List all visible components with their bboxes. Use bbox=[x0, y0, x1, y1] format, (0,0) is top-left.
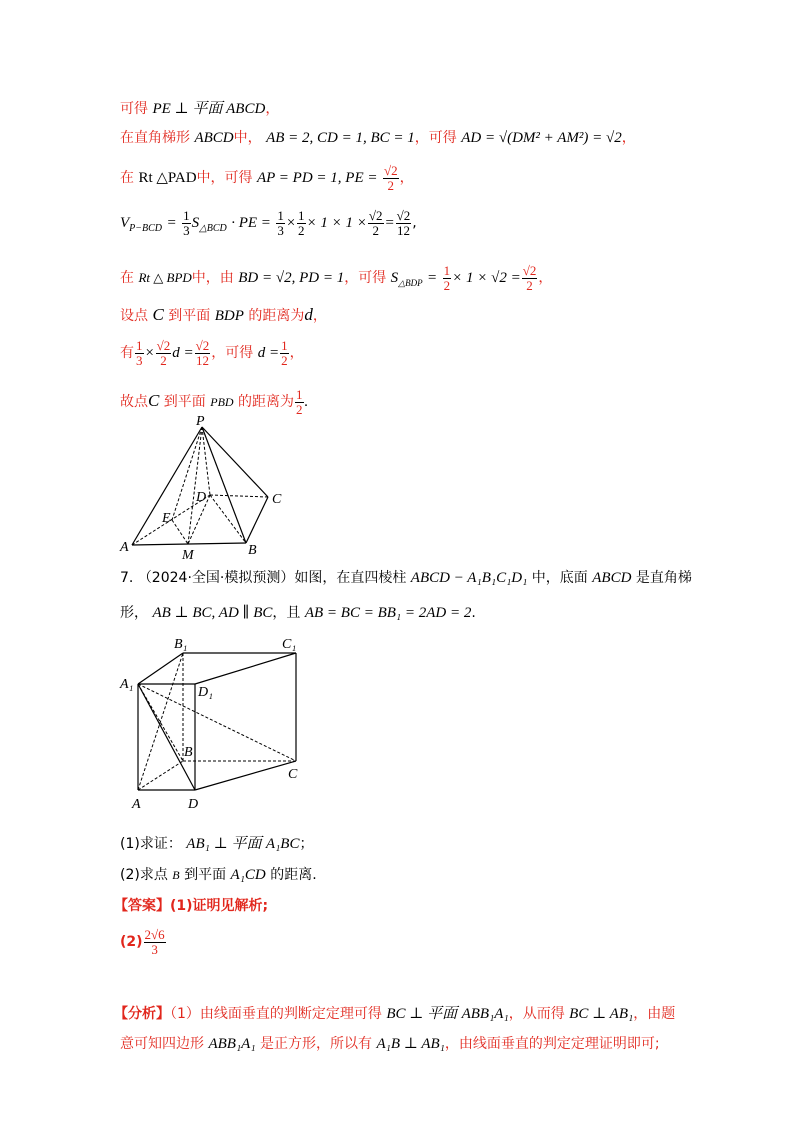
math-expr: AB₁ ⊥ 平面 bbox=[186, 836, 262, 852]
edge-DC bbox=[195, 761, 296, 790]
math-expr: ABCD bbox=[194, 130, 234, 146]
text: ， bbox=[289, 345, 304, 361]
question-1 bbox=[120, 834, 313, 854]
text: 中， bbox=[233, 130, 262, 146]
text: ，可得 bbox=[211, 345, 254, 361]
text: , bbox=[412, 215, 417, 231]
text: ，且 bbox=[272, 605, 301, 621]
math-expr: d = bbox=[257, 345, 280, 361]
edge-A1C bbox=[138, 684, 296, 761]
text: 中，底面 bbox=[531, 570, 588, 586]
math-expr: · PE = bbox=[231, 215, 271, 231]
math-expr: Rt △PAD bbox=[138, 170, 197, 186]
text: . bbox=[471, 605, 476, 621]
math-expr: S bbox=[390, 270, 399, 286]
math-expr: × 1 × √2 = bbox=[452, 270, 521, 286]
text: 故点 bbox=[120, 394, 148, 410]
text: 在 bbox=[120, 170, 134, 186]
text: ， bbox=[538, 270, 553, 286]
text: ，可得 bbox=[414, 130, 457, 146]
solution-line-5 bbox=[120, 260, 552, 301]
fraction: $\frac{√2}{12}$ bbox=[396, 207, 411, 238]
text: ； bbox=[299, 836, 314, 852]
label-D: D bbox=[188, 797, 199, 812]
label-M: M bbox=[182, 548, 194, 563]
solution-line-6 bbox=[120, 305, 327, 326]
fraction: $\frac{2√6}{3}$ bbox=[144, 926, 165, 957]
edge-C1D1 bbox=[195, 653, 296, 684]
solution-line-1 bbox=[120, 99, 279, 119]
text: 的距离为 bbox=[248, 308, 305, 324]
math-expr: × bbox=[144, 345, 155, 361]
subscript: △BCD bbox=[199, 222, 227, 234]
text: 到平面 bbox=[184, 867, 227, 883]
fraction: $\frac{1}{3}$ bbox=[277, 207, 284, 238]
solution-line-7 bbox=[120, 335, 304, 371]
edge-A1D bbox=[138, 684, 195, 790]
text: ， bbox=[312, 308, 327, 324]
analysis-line-1 bbox=[114, 1004, 675, 1024]
text: (2)求点 bbox=[120, 867, 168, 883]
edge-EM bbox=[172, 520, 188, 544]
answer-part-2-label: (2) bbox=[120, 934, 143, 950]
label-D1: D₁ bbox=[198, 685, 213, 700]
solution-line-4 bbox=[120, 205, 417, 247]
label-B: B bbox=[248, 543, 257, 558]
analysis-line-2 bbox=[120, 1034, 660, 1054]
math-expr: = bbox=[384, 215, 395, 231]
math-expr: = bbox=[427, 270, 438, 286]
edge-PC bbox=[202, 427, 268, 497]
edge-PB bbox=[202, 427, 246, 543]
label-B: B bbox=[184, 745, 193, 760]
math-expr: AB = BC = BB₁ = 2AD = 2 bbox=[304, 605, 472, 621]
text: ， bbox=[399, 170, 414, 186]
edge-A1B1 bbox=[138, 653, 183, 684]
text: ，从而得 bbox=[508, 1006, 565, 1022]
text: 设点 bbox=[120, 308, 148, 324]
math-expr: A₁BC bbox=[265, 836, 300, 852]
fraction: $\frac{√2}{2}$ bbox=[156, 337, 171, 368]
label-C: C bbox=[288, 767, 298, 782]
question-2 bbox=[120, 865, 317, 885]
label-D: D bbox=[196, 490, 207, 505]
math-expr: B bbox=[172, 868, 180, 882]
text: 到平面 bbox=[168, 308, 211, 324]
label-A: A bbox=[132, 797, 141, 812]
text: 形， bbox=[120, 605, 148, 621]
prism-figure bbox=[110, 628, 330, 813]
math-expr: ABCD bbox=[592, 570, 632, 586]
answer-line-1 bbox=[114, 896, 268, 916]
math-expr: C bbox=[148, 391, 160, 410]
problem-7-line-2 bbox=[120, 603, 476, 623]
math-expr: d bbox=[304, 305, 313, 324]
math-expr: S bbox=[191, 215, 200, 231]
label-B1: B₁ bbox=[174, 637, 188, 652]
fraction: $\frac{√2}{2}$ bbox=[368, 207, 383, 238]
fraction: $\frac{1}{3}$ bbox=[136, 337, 143, 368]
edge-DC bbox=[210, 495, 268, 497]
label-A: A bbox=[120, 540, 129, 555]
text: 有 bbox=[120, 345, 134, 361]
math-expr: V bbox=[120, 215, 130, 231]
answer-part-1: (1)证明见解析; bbox=[170, 898, 269, 914]
edge-AB1 bbox=[138, 653, 183, 790]
label-E: E bbox=[162, 511, 171, 526]
subscript: P−BCD bbox=[129, 222, 163, 234]
edge-AB bbox=[132, 543, 246, 545]
text: 如图，在直四棱柱 bbox=[294, 570, 407, 586]
fraction: $\frac{1}{2}$ bbox=[298, 207, 305, 238]
text: ，由题 bbox=[633, 1006, 676, 1022]
fraction: $\frac{√2}{2}$ bbox=[522, 262, 537, 293]
math-expr: ABB₁A₁ bbox=[208, 1036, 256, 1052]
fraction: $\frac{1}{2}$ bbox=[443, 262, 451, 293]
solution-line-2 bbox=[120, 128, 636, 148]
math-expr: PBD bbox=[210, 395, 234, 409]
text: 中，可得 bbox=[196, 170, 253, 186]
math-expr: AB ⊥ BC, AD ∥ BC bbox=[152, 605, 273, 621]
answer-line-2 bbox=[120, 922, 167, 962]
text: 意可知四边形 bbox=[120, 1036, 204, 1052]
fraction: $\frac{1}{3}$ bbox=[183, 207, 190, 238]
math-expr: d = bbox=[172, 345, 194, 361]
math-expr: Rt △ BPD bbox=[138, 270, 192, 285]
math-expr: ABCD − A₁B₁C₁D₁ bbox=[410, 570, 528, 586]
label-C1: C₁ bbox=[282, 637, 297, 652]
math-expr: PE ⊥ 平面 ABCD bbox=[152, 101, 266, 117]
analysis-label: 【分析】 bbox=[114, 1006, 170, 1022]
problem-7-line-1 bbox=[120, 568, 692, 588]
math-expr: × bbox=[285, 215, 296, 231]
text: (1)求证： bbox=[120, 836, 182, 852]
text: 到平面 bbox=[163, 394, 206, 410]
math-expr: BC ⊥ 平面 bbox=[386, 1006, 458, 1022]
problem-source: （2024·全国·模拟预测） bbox=[137, 570, 295, 586]
text: 在 bbox=[120, 270, 134, 286]
math-expr: A₁B ⊥ AB₁ bbox=[376, 1036, 445, 1052]
text: （1）由线面垂直的判断定定理可得 bbox=[170, 1006, 382, 1022]
text: 可得 bbox=[120, 101, 148, 117]
math-expr: A₁CD bbox=[230, 867, 266, 883]
math-expr: = bbox=[166, 215, 177, 231]
label-C: C bbox=[272, 492, 282, 507]
edge-BC bbox=[246, 497, 268, 543]
math-expr: C bbox=[152, 305, 164, 324]
edge-AB bbox=[138, 761, 183, 790]
text: ， bbox=[265, 101, 280, 117]
text: 中，由 bbox=[191, 270, 234, 286]
fraction: $\frac{1}{2}$ bbox=[281, 337, 288, 368]
math-expr: × 1 × 1 × bbox=[306, 215, 367, 231]
math-expr: AB = 2, CD = 1, BC = 1 bbox=[266, 130, 415, 146]
text: 的距离. bbox=[270, 867, 317, 883]
text: 是正方形，所以有 bbox=[260, 1036, 372, 1052]
label-A1: A₁ bbox=[120, 677, 134, 692]
edge-DB bbox=[210, 495, 246, 543]
math-expr: AD = √(DM² + AM²) = √2 bbox=[461, 130, 622, 146]
edge-PE bbox=[172, 427, 202, 520]
label-P: P bbox=[196, 415, 205, 429]
problem-number: 7. bbox=[120, 570, 134, 586]
pyramid-figure bbox=[110, 415, 310, 565]
math-expr: . bbox=[304, 394, 309, 410]
text: 的距离为 bbox=[238, 394, 295, 410]
solution-line-3 bbox=[120, 160, 414, 196]
text: ，由线面垂直的判定定理证明即可; bbox=[444, 1036, 660, 1052]
edge-PM bbox=[188, 427, 202, 544]
text: ，可得 bbox=[344, 270, 387, 286]
fraction: $\frac{√2}{12}$ bbox=[195, 337, 210, 368]
answer-label: 【答案】 bbox=[114, 898, 170, 914]
math-expr: BDP bbox=[214, 308, 244, 324]
subscript: △BDP bbox=[398, 277, 423, 288]
math-expr: ABB₁A₁ bbox=[461, 1006, 509, 1022]
math-expr: BC ⊥ AB₁ bbox=[569, 1006, 634, 1022]
text: 在直角梯形 bbox=[120, 130, 190, 146]
text: 是直角梯 bbox=[635, 570, 692, 586]
math-expr: AP = PD = 1, PE = bbox=[257, 170, 378, 186]
text: ， bbox=[621, 130, 636, 146]
edge-PA bbox=[132, 427, 202, 545]
fraction: $\frac{1}{2}$ bbox=[296, 386, 303, 417]
fraction: $\frac{√2}{2}$ bbox=[383, 162, 398, 193]
math-expr: BD = √2, PD = 1 bbox=[238, 270, 345, 286]
